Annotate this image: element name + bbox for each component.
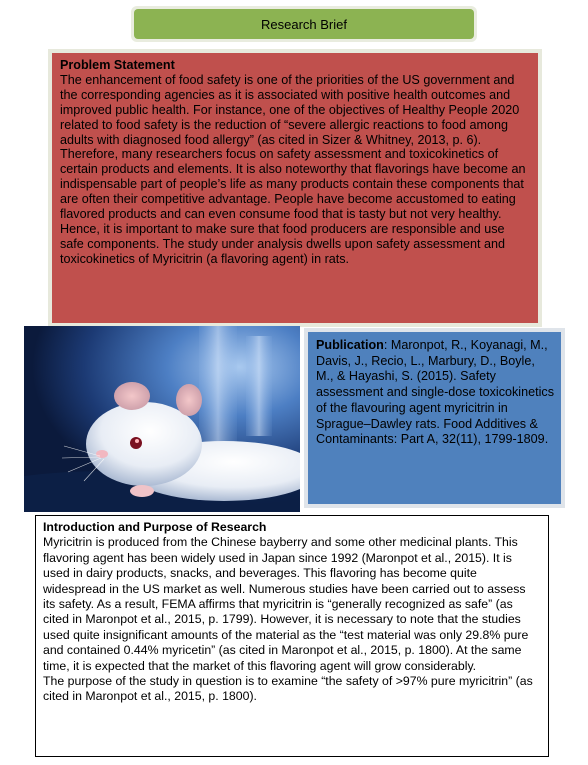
introduction-box [35,515,549,757]
white-rat-photo [24,326,300,512]
page-title: Research Brief [134,9,474,39]
publication-label: Publication [316,338,384,352]
problem-statement-frame [48,49,542,327]
introduction-paragraph-1: Myricitrin is produced from the Chinese bayberry and some other medicinal plants. This flavoring agent has been widely used in Japan since 1992 (Maronpot et al., 2015). It is used in dairy products, snacks, and beverages. This flavoring has become quite widespread in the US market as well. Numerous studies have been carried out to assess its safety. As a result, FEMA affirms that myricitrin is “generally recognized as safe” (as cited in Maronpot et al., 2015, p. 1799). However, it is necessary to note that the studies used quite insignificant amounts of the material as the “test material was only 29.8% pure and contained 0.44% myricetin” (as cited in Maronpot et al., 2015, p. 1800). At the same time, it is expected that the market of this flavoring agent will grow considerably. [43,535,529,673]
publication-box [308,332,561,504]
publication-frame [304,328,565,508]
problem-statement-body: The enhancement of food safety is one of the priorities of the US government and the corresponding agencies as it is associated with positive health outcomes and improved public health. For instance, one of the objectives of Healthy People 2020 related to food safety is the reduction of “severe allergic reactions to food among adults with diagnosed food allergy” (as cited in Sizer & Whitney, 2013, p. 6). Therefore, many researchers focus on safety assessment and toxicokinetics of certain products and elements. It is also noteworthy that flavorings have become an indispensable part of people’s life as many products contain these components that are often their competitive advantage. People have become accustomed to eating flavored products and can even consume food that is tasty but not very healthy. Hence, it is important to make sure that food producers are responsible and use safe components. The study under analysis dwells upon safety assessment and toxicokinetics of Myricitrin (a flavoring agent) in rats. [60,72,526,266]
problem-statement-heading: Problem Statement [60,58,175,72]
problem-statement-box [52,53,538,323]
publication-citation: : Maronpot, R., Koyanagi, M., Davis, J., Recio, L., Marbury, D., Boyle, M., & Hayashi, S. (2015). Safety assessment and single-dose toxicokinetics of the flavouring agent myricitrin in Sprague–Dawley rats. Food Additives & Contaminants: Part A, 32(11), 1799-1809. [316,338,555,447]
introduction-heading: Introduction and Purpose of Research [43,520,267,534]
introduction-paragraph-2: The purpose of the study in question is to examine “the safety of >97% pure myricitrin” (as cited in Maronpot et al., 2015, p. 1800). [43,674,533,704]
title-banner [131,6,477,42]
